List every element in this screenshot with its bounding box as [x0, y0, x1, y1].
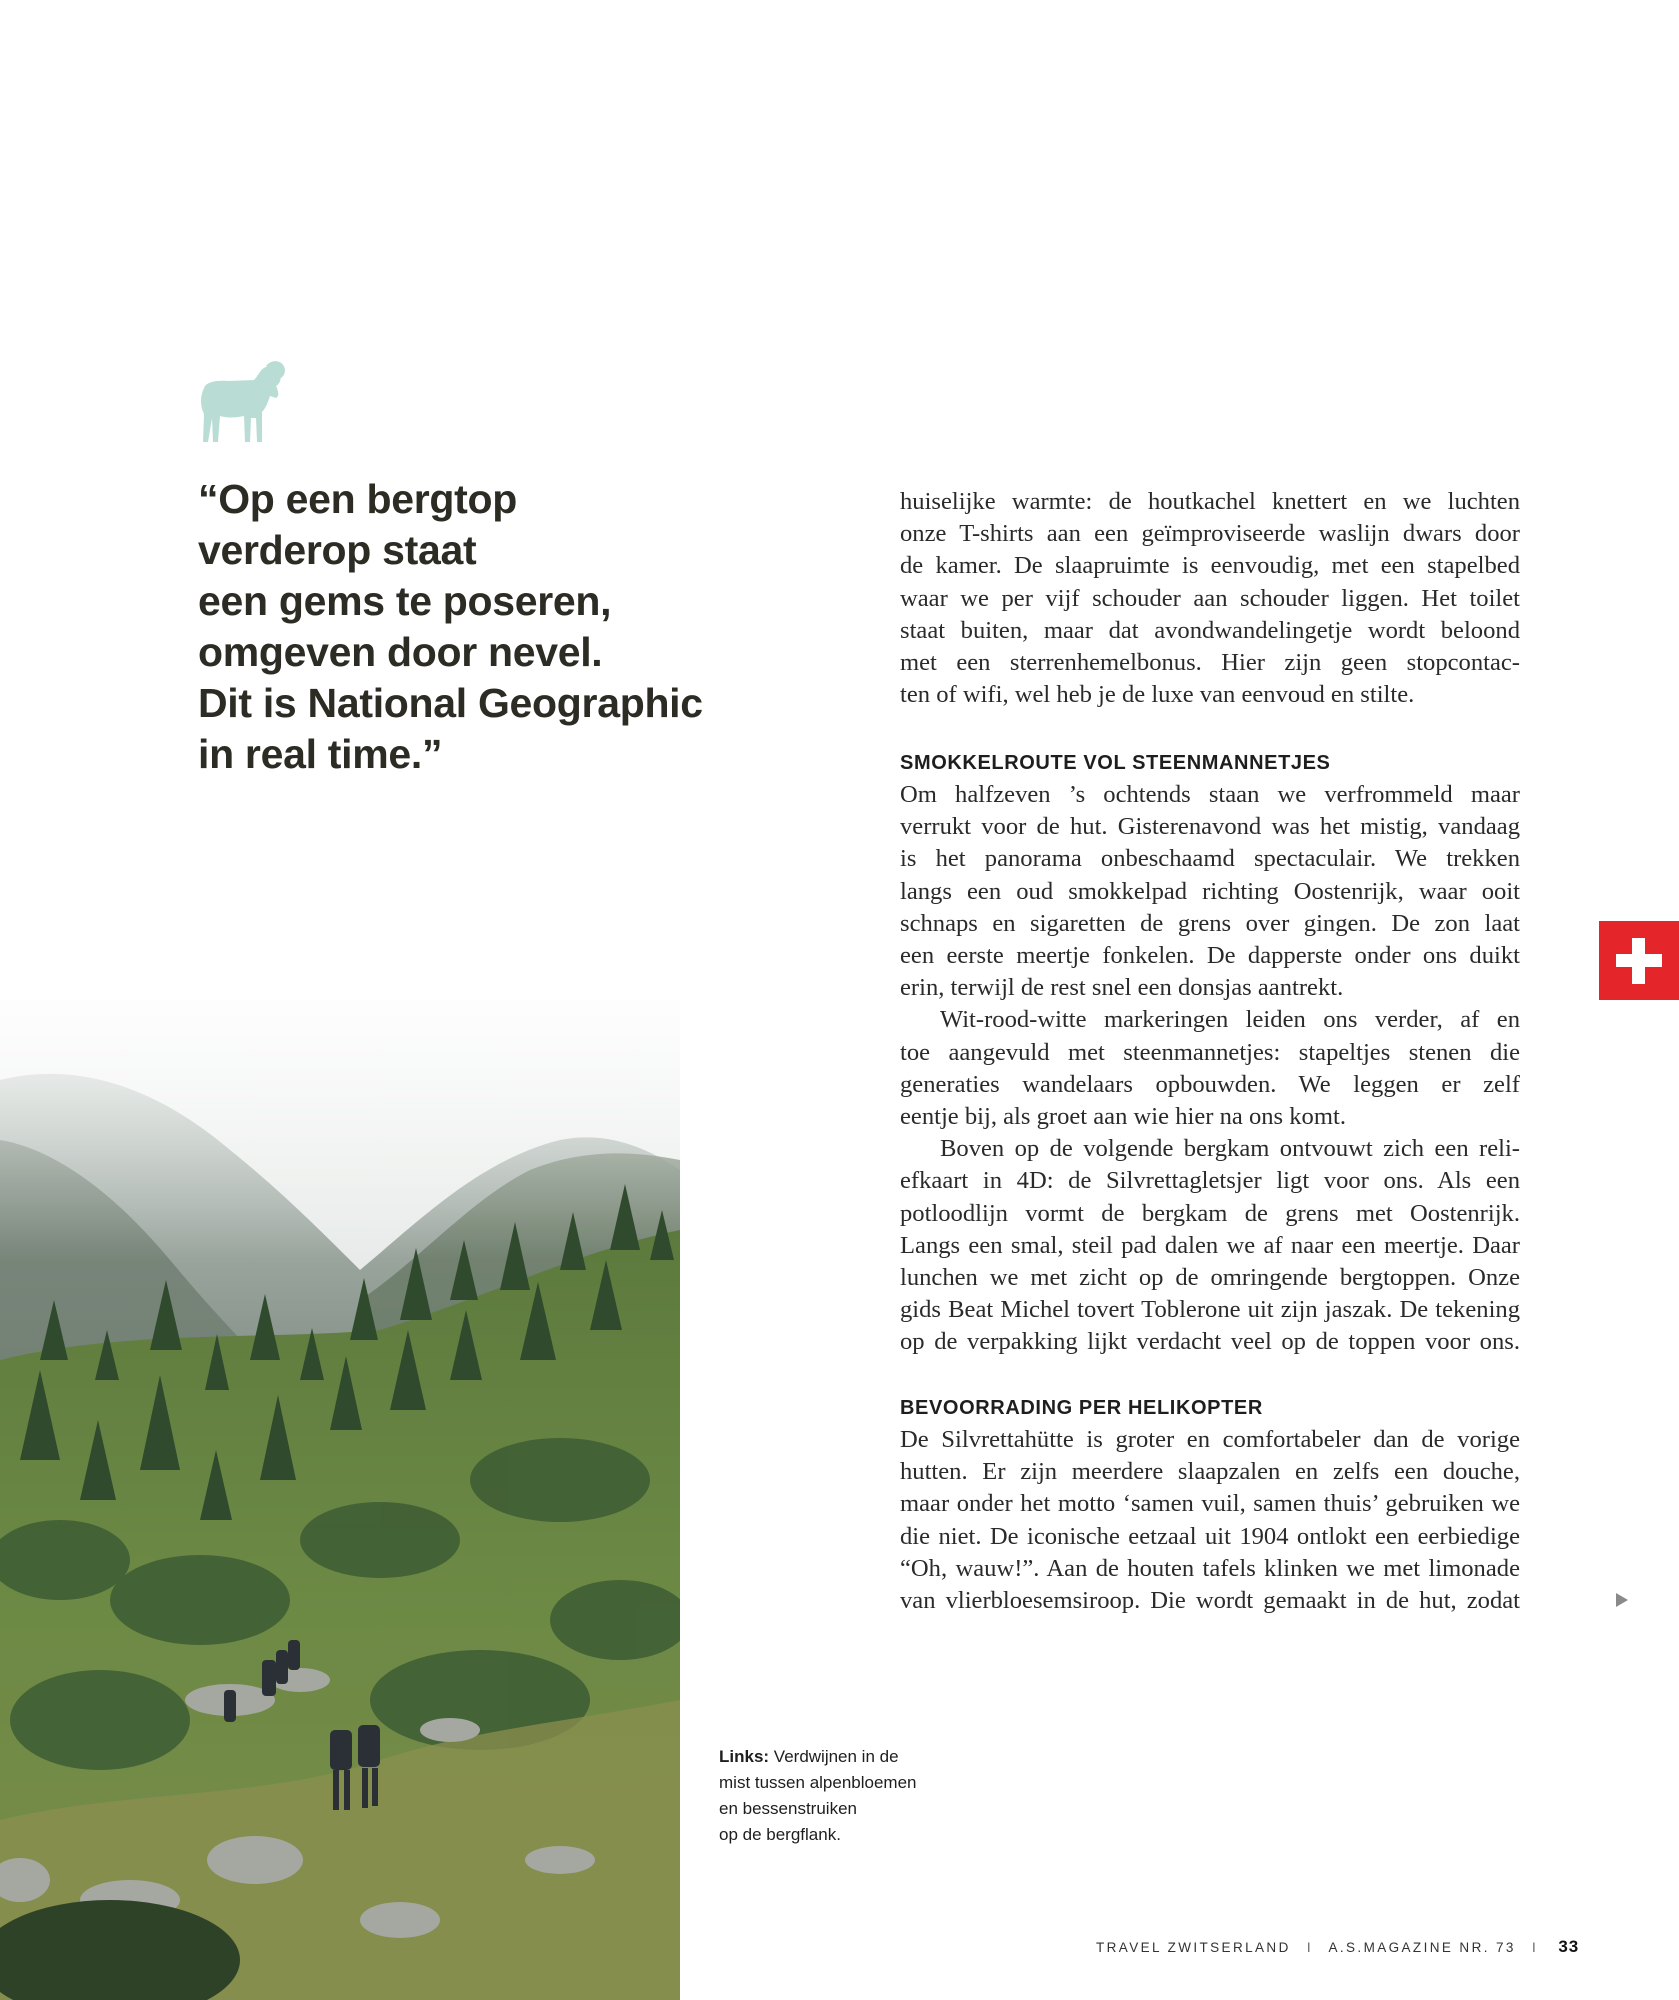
section-heading: BEVOORRADING PER HELIKOPTER	[900, 1397, 1263, 1419]
footer-separator: I	[1306, 1940, 1314, 1955]
text-line: met een sterrenhemelbonus. Hier zijn geen stopcontac-	[900, 649, 1520, 677]
text-line: ten of wifi, wel heb je de luxe van eenvoud en stilte.	[900, 681, 1415, 709]
footer-separator: I	[1532, 1940, 1539, 1955]
text-line: die niet. De iconische eetzaal uit 1904 ontlokt een eerbiedige	[900, 1522, 1520, 1550]
text-line: op de verpakking lijkt verdacht veel op de toppen voor ons.	[900, 1328, 1520, 1356]
page-footer	[1096, 1937, 1579, 1957]
quote-line: in real time.”	[198, 731, 443, 777]
quote-line: een gems te poseren,	[198, 578, 612, 624]
swiss-flag-icon	[1599, 921, 1679, 1000]
caption-text: op de bergflank.	[719, 1825, 841, 1844]
mountain-hikers-photo	[0, 1000, 680, 2000]
text-line: potloodlijn vormt de bergkam de grens met Oostenrijk.	[900, 1199, 1520, 1227]
quote-line: omgeven door nevel.	[198, 629, 603, 675]
caption-text: en bessenstruiken	[719, 1799, 857, 1818]
photo-caption	[719, 1744, 979, 1848]
text-line: is het panorama onbeschaamd spectaculair. We trekken	[900, 845, 1520, 873]
text-line: toe aangevuld met steenmannetjes: stapeltjes stenen die	[900, 1038, 1520, 1066]
text-line: schnaps en sigaretten de grens over gingen. De zon laat	[900, 909, 1520, 937]
text-line: eentje bij, als groet aan wie hier na ons komt.	[900, 1103, 1346, 1131]
text-line: Wit-rood-witte markeringen leiden ons verder, af en	[940, 1006, 1520, 1034]
text-line: onze T-shirts aan een geïmproviseerde waslijn dwars door	[900, 520, 1520, 548]
text-line: Langs een smal, steil pad dalen we af naar een meertje. Daar	[900, 1231, 1520, 1259]
text-line: De Silvrettahütte is groter en comfortabeler dan de vorige	[900, 1426, 1520, 1453]
caption-text: Verdwijnen in de	[773, 1747, 899, 1766]
pull-quote	[198, 474, 798, 780]
article-section-helikopter	[900, 1392, 1520, 1617]
text-line: hutten. Er zijn meerdere slaapzalen en zelfs een douche,	[900, 1458, 1520, 1486]
text-line: staat buiten, maar dat avondwandelingetje wordt beloond	[900, 616, 1520, 644]
article-intro	[900, 486, 1520, 711]
text-line: een eerste meertje fonkelen. De dapperste onder ons duikt	[900, 942, 1520, 970]
text-line: Boven op de volgende bergkam ontvouwt zich een reli-	[940, 1135, 1520, 1163]
text-line: generaties wandelaars opbouwden. We leggen er zelf	[900, 1070, 1520, 1098]
footer-magazine: A.S.MAGAZINE NR. 73	[1328, 1940, 1516, 1955]
text-line: maar onder het motto ‘samen vuil, samen thuis’ gebruiken we	[900, 1490, 1520, 1518]
text-line: gids Beat Michel tovert Toblerone uit zijn jaszak. De tekening	[900, 1296, 1520, 1324]
ibex-icon	[196, 358, 286, 444]
quote-line: verderop staat	[198, 527, 477, 573]
page-number: 33	[1558, 1937, 1580, 1956]
article-section-smokkelroute	[900, 747, 1520, 1359]
quote-line: “Op een bergtop	[198, 476, 517, 522]
text-line: de kamer. De slaapruimte is eenvoudig, met een stapelbed	[900, 552, 1520, 580]
text-line: van vlierbloesemsiroop. Die wordt gemaakt in de hut, zodat	[900, 1587, 1520, 1615]
caption-label: Links:	[719, 1747, 770, 1766]
text-line: huiselijke warmte: de houtkachel knettert en we luchten	[900, 488, 1520, 515]
text-line: waar we per vijf schouder aan schouder liggen. Het toilet	[900, 584, 1520, 612]
section-heading: SMOKKELROUTE VOL STEENMANNETJES	[900, 752, 1331, 774]
text-line: verrukt voor de hut. Gisterenavond was het mistig, vandaag	[900, 813, 1520, 841]
text-line: lunchen we met zicht op de omringende bergtoppen. Onze	[900, 1264, 1520, 1292]
footer-section: TRAVEL ZWITSERLAND	[1096, 1940, 1291, 1955]
quote-line: Dit is National Geographic	[198, 680, 703, 726]
text-line: efkaart in 4D: de Silvrettagletsjer ligt voor ons. Als een	[900, 1167, 1520, 1195]
text-line: Om halfzeven ’s ochtends staan we verfrommeld maar	[900, 781, 1520, 808]
next-arrow-icon	[1616, 1593, 1628, 1607]
text-line: “Oh, wauw!”. Aan de houten tafels klinken we met limonade	[900, 1554, 1520, 1582]
text-line: langs een oud smokkelpad richting Oostenrijk, waar ooit	[900, 877, 1520, 905]
text-line: erin, terwijl de rest snel een donsjas aantrekt.	[900, 974, 1344, 1002]
caption-text: mist tussen alpenbloemen	[719, 1773, 917, 1792]
